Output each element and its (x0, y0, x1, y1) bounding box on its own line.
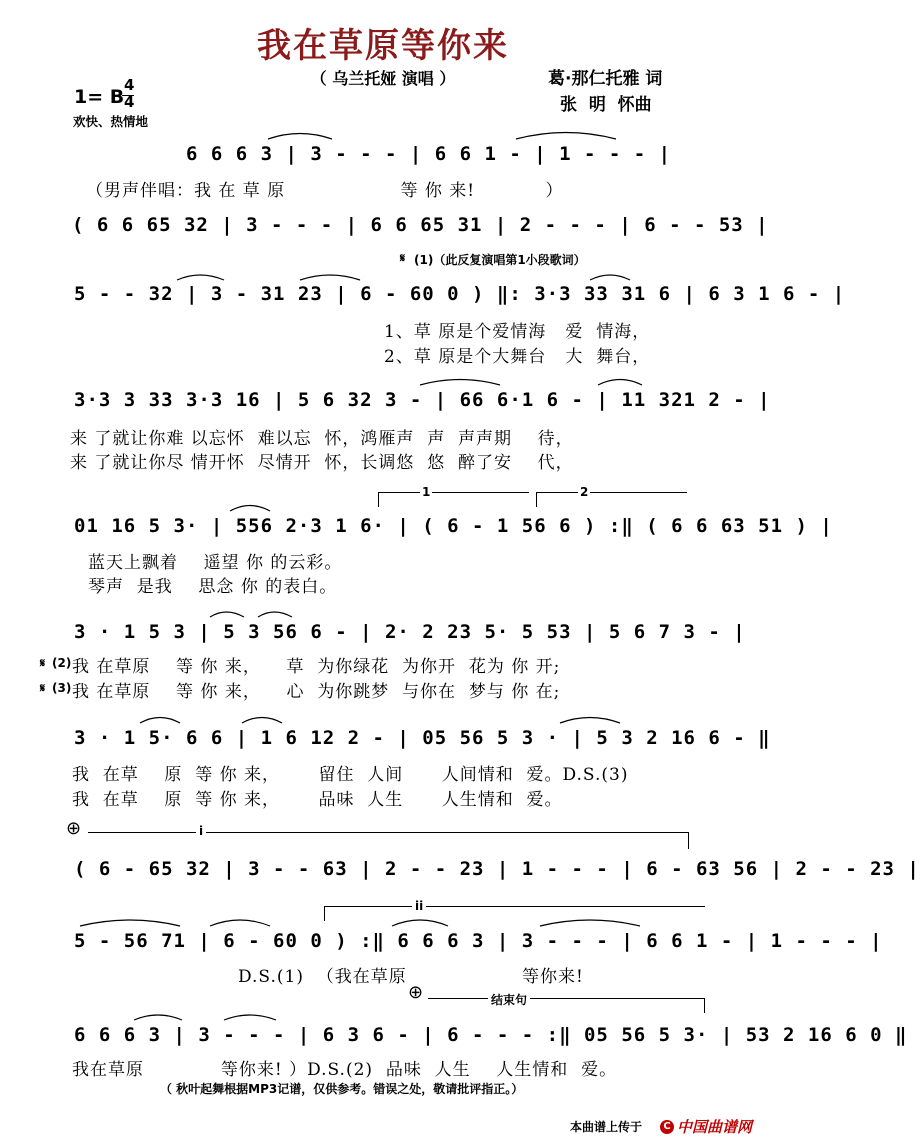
notation-row-4: 3·3 3 33 3·3 16 | 5 6 32 3 - | 66 6·1 6 - | 11 321 2 - | (74, 389, 771, 411)
segno-mark-2: 𝄋 (40, 656, 46, 670)
tie-arc (598, 380, 642, 386)
tie-arc (134, 1015, 182, 1020)
notation-row-8: ( 6 - 65 32 | 3 - - 63 | 2 - - 23 | 1 - - - | 6 - 63 56 | 2 - - 23 | (74, 858, 920, 880)
tie-arc (420, 380, 500, 386)
segno-3-label: (3) (52, 681, 72, 695)
tie-arc (560, 718, 620, 724)
notation-row-7: 3 · 1 5· 6 6 | 1 6 12 2 - | 05 56 5 3 · | 5 3 2 16 6 - ‖ (74, 727, 771, 749)
coda-i-label: i (196, 824, 206, 838)
notation-row-3: 5 - - 32 | 3 - 31 23 | 6 - 60 0 ) ‖: 3·3 33 31 6 | 6 3 1 6 - | (74, 283, 846, 305)
lyric-row-4-verse-2: 来 了就让你尽 情开怀 尽情开 怀，长调悠 悠 醉了安 代， (70, 453, 574, 473)
segno-1-note: (1)（此反复演唱第1小段歌词） (414, 253, 586, 267)
tie-arc (210, 920, 270, 926)
notation-row-5: 01 16 5 3· | 556 2·3 1 6· | ( 6 - 1 56 6 ) :‖ ( 6 6 63 51 ) | (74, 515, 833, 537)
site-logo-icon: C (660, 1120, 674, 1134)
tie-arc (177, 275, 224, 280)
tie-arc (392, 920, 448, 926)
tie-arc (300, 275, 360, 280)
coda-icon-1: ⊕ (66, 818, 82, 839)
coda-icon-2: ⊕ (408, 982, 424, 1003)
notation-row-10: 6 6 6 3 | 3 - - - | 6 3 6 - | 6 - - - :‖ 05 56 5 3· | 53 2 16 6 0 ‖ (74, 1024, 908, 1046)
lyric-row-6-verse-2: 我 在草原 等 你 来， 心 为你跳梦 与你在 梦与 你 在; (72, 682, 561, 702)
upload-source-text: 本曲谱上传于 (570, 1120, 643, 1134)
lyric-row-7-verse-1: 我 在草 原 等 你 来， 留住 人间 人间情和 爱。D.S.(3) (72, 765, 629, 785)
song-title: 我在草原等你来 (257, 26, 509, 66)
lyric-row-3-verse-2: 2、草 原是个大舞台 大 舞台， (384, 347, 651, 367)
tie-arc (590, 275, 630, 280)
volta-2-label: 2 (580, 485, 589, 499)
tie-arc (140, 718, 180, 724)
tie-arc (516, 133, 616, 140)
segno-2-label: (2) (52, 656, 72, 670)
tie-arc (242, 718, 282, 724)
tie-arc (268, 134, 332, 140)
lyric-row-6-verse-1: 我 在草原 等 你 来， 草 为你绿花 为你开 花为 你 开; (72, 657, 561, 677)
performer-subtitle: （ 乌兰托娅 演唱 ） (310, 69, 456, 88)
volta-1-label: 1 (422, 485, 431, 499)
tie-arc (258, 612, 292, 617)
lyric-row-10: 我在草原 等你来! ）D.S.(2) 品味 人生 人生情和 爱。 (72, 1060, 618, 1080)
composer-credit: 张 明 怀曲 (560, 95, 652, 115)
segno-mark-1: 𝄋 (400, 251, 406, 265)
segno-mark-3: 𝄋 (40, 681, 46, 695)
lyric-row-3-verse-1: 1、草 原是个爱情海 爱 情海， (384, 322, 651, 342)
notation-row-2: ( 6 6 65 32 | 3 - - - | 6 6 65 31 | 2 - - - | 6 - - 53 | (72, 214, 769, 236)
notation-row-9: 5 - 56 71 | 6 - 60 0 ) :‖ 6 6 6 3 | 3 - - - | 6 6 1 - | 1 - - - | (74, 930, 883, 952)
lyric-row-9: D.S.(1) （我在草原 等你来! (238, 967, 584, 987)
lyricist-credit: 葛·那仁托雅 词 (548, 69, 663, 89)
ending-label: 结束句 (488, 991, 530, 1008)
transcriber-note: （ 秋叶起舞根据MP3记谱，仅供参考。错误之处，敬请批评指正。） (160, 1082, 524, 1096)
tie-arc (540, 920, 640, 926)
lyric-row-1-verse-1: （男声伴唱：我 在 草 原 等 你 来! ） (86, 181, 564, 201)
key-signature: 1= B (74, 86, 125, 108)
tie-arc (210, 612, 244, 617)
site-logo-text: 中国曲谱网 (677, 1118, 753, 1136)
lyric-row-4-verse-1: 来 了就让你难 以忘怀 难以忘 怀，鸿雁声 声 声声期 待， (70, 429, 574, 449)
time-signature-bottom: 4 (124, 93, 135, 111)
lyric-row-5-verse-2: 琴声 是我 思念 你 的表白。 (88, 577, 338, 597)
coda-ii-label: ii (412, 899, 426, 913)
tie-arc (80, 920, 180, 926)
lyric-row-7-verse-2: 我 在草 原 等 你 来， 品味 人生 人生情和 爱。 (72, 790, 563, 810)
notation-row-6: 3 · 1 5 3 | 5 3 56 6 - | 2· 2 23 5· 5 53 | 5 6 7 3 - | (74, 621, 746, 643)
notation-row-1: 6 6 6 3 | 3 - - - | 6 6 1 - | 1 - - - | (186, 143, 672, 165)
tie-arc (230, 506, 270, 512)
tie-arc (224, 1015, 276, 1020)
tempo-marking: 欢快、热情地 (73, 114, 149, 129)
time-signature-top: 4 (124, 76, 135, 94)
lyric-row-5-verse-1: 蓝天上飘着 遥望 你 的云彩。 (88, 553, 343, 573)
